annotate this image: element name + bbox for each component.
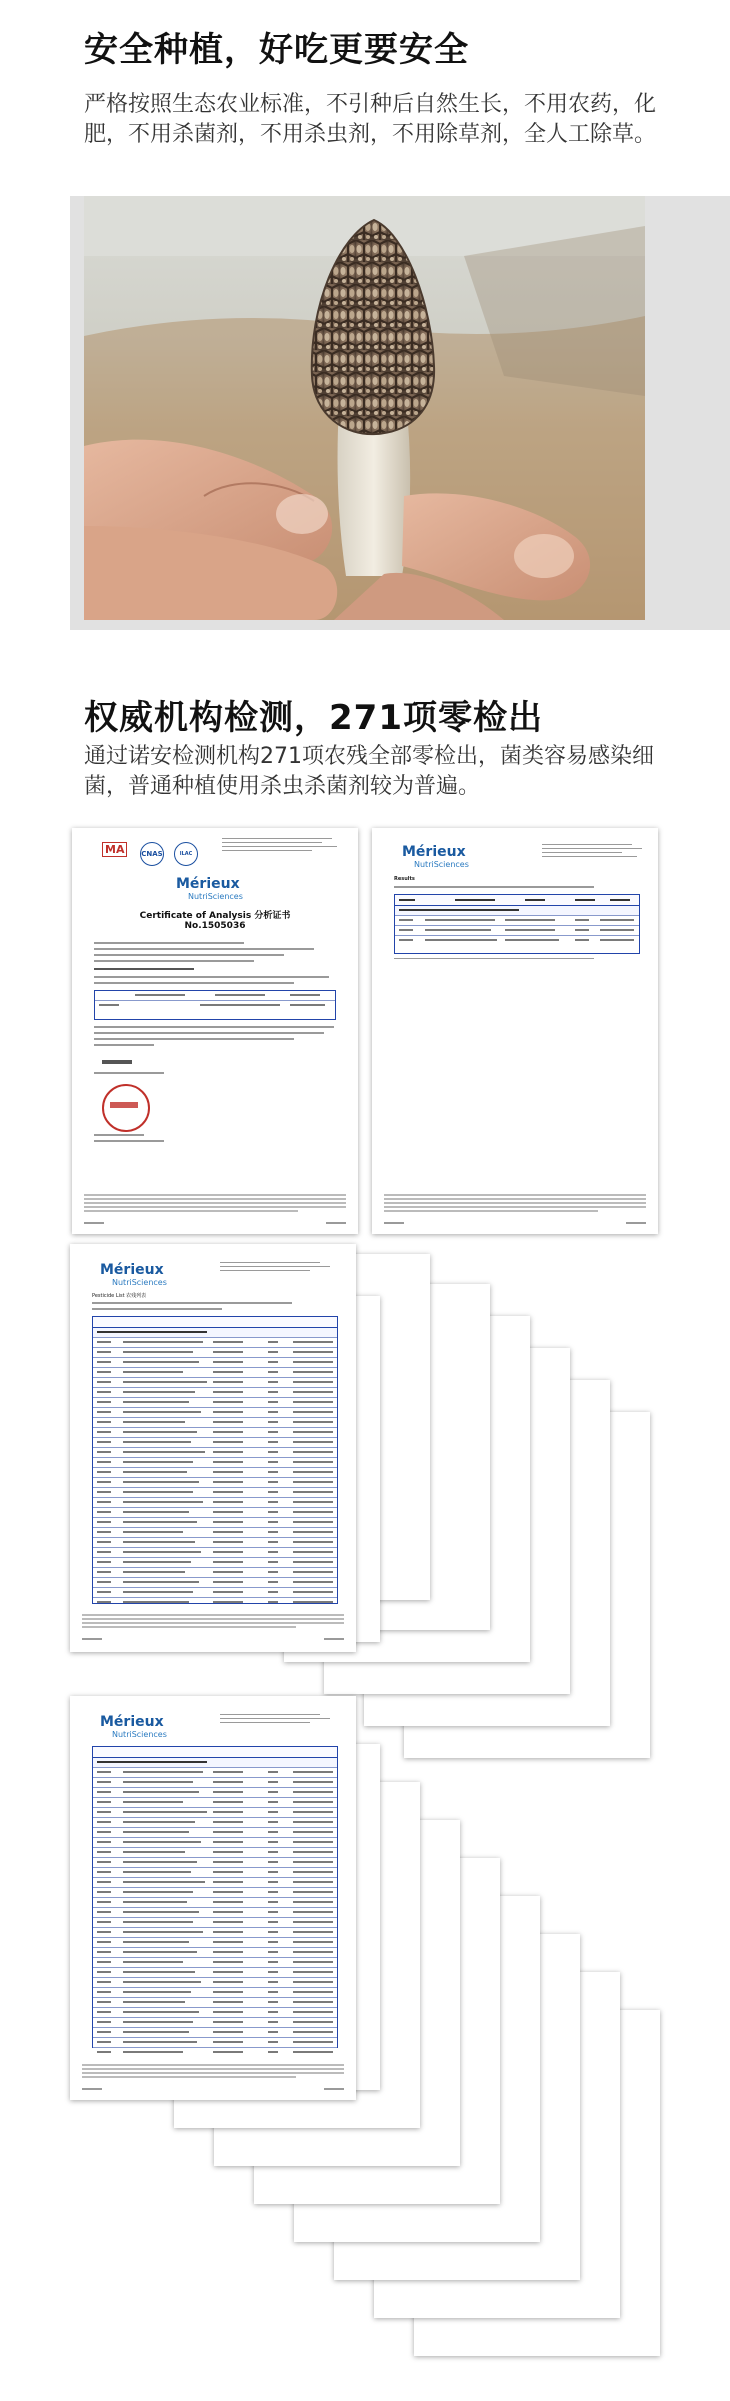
merieux-logo: Mérieux	[402, 844, 466, 860]
certificate-page	[72, 828, 358, 1234]
ma-logo: MA	[102, 842, 127, 857]
pesticide-list-page-1	[70, 1244, 356, 1652]
lab-address	[222, 838, 342, 851]
merieux-logo: Mérieux	[100, 1714, 164, 1730]
results-page	[372, 828, 658, 1234]
merieux-logo-sub: NutriSciences	[188, 892, 243, 901]
morel-mushroom-photo	[84, 196, 645, 620]
results-table	[394, 894, 640, 954]
certificate-title: Certificate of Analysis 分析证书	[139, 911, 291, 921]
pesticide-list-page-2	[70, 1696, 356, 2100]
merieux-logo-sub: NutriSciences	[112, 1730, 167, 1739]
results-label: Results	[394, 876, 415, 882]
pesticide-table-1	[92, 1316, 338, 1604]
pesticide-list-label: Pesticide List 农残列表	[92, 1293, 147, 1299]
merieux-logo-sub: NutriSciences	[112, 1278, 167, 1287]
cnas-logo: CNAS	[140, 842, 164, 866]
merieux-logo: Mérieux	[100, 1262, 164, 1278]
merieux-logo: Mérieux	[176, 876, 240, 892]
merieux-logo-sub: NutriSciences	[414, 860, 469, 869]
section1-body: 严格按照生态农业标准，不引种后自然生长，不用农药，化肥，不用杀菌剂，不用杀虫剂，不用除草剂，全人工除草。	[84, 92, 657, 147]
sample-description-table	[94, 990, 336, 1020]
section1-title: 安全种植，好吃更要安全	[84, 30, 469, 70]
section2-body: 通过诺安检测机构271项农残全部零检出，菌类容易感染细菌，普通种植使用杀虫杀菌剂较为普遍。	[84, 744, 654, 799]
red-seal-stamp	[102, 1084, 150, 1132]
morel-photo-illustration	[84, 196, 645, 620]
section2-title: 权威机构检测，271项零检出	[84, 698, 543, 738]
ilac-logo: ILAC	[174, 842, 198, 866]
certificate-number: No.1505036	[184, 921, 246, 931]
pesticide-table-2	[92, 1746, 338, 2048]
